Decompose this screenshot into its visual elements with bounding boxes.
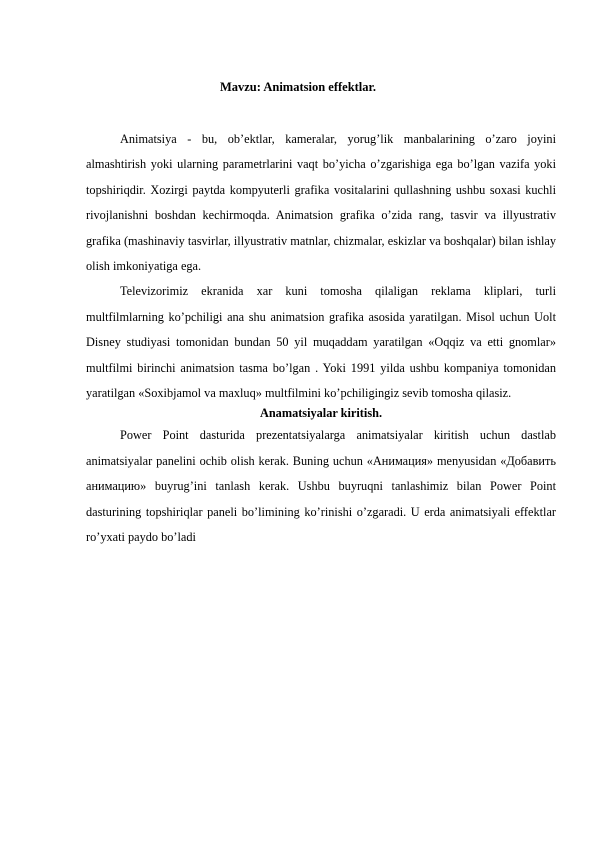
document-body — [86, 127, 556, 551]
section-heading: Anamatsiyalar kiritish. — [259, 406, 383, 421]
paragraph-animation-examples: Televizorimiz ekranida xar kuni tomosha qilaligan reklama kliplari, turli multfilmlarning ko’pchiligi ana shu animatsion grafika asosida yaratilgan. Misol uchun Uolt Disney studiyasi tomonidan bundan 50 yil muqaddam yaratilgan «Oqqiz va etti gnomlar» multfilmi birinchi animatsion tasma bo’lgan . Yoki 1991 yilda ushbu kompaniya tomonidan yaratilgan «Soxibjamol va maxluq» multfilmini ko’pchiligingiz sevib tomosha qilasiz. — [86, 284, 556, 401]
document-title: Mavzu: Animatsion effektlar. — [219, 80, 377, 94]
paragraph-animation-definition: Animatsiya - bu, ob’ektlar, kameralar, yorug’lik manbalarining o’zaro joyini almashtirish yoki ularning parametrlarini vaqt bo’yicha o’zgarishiga ega bo’lgan vazifa yoki topshiriqdir. Xozirgi paytda kompyuterli grafika vositalarini qullashning ushbu soxasi kuchli rivojlanishni boshdan kechirmoqda. Animatsion grafika o’zida rang, tasvir va illyustrativ grafika (mashinaviy tasvirlar, illyustrativ matnlar, chizmalar, eskizlar va boshqalar) bilan ishlay olish imkoniyatiga ega. — [86, 132, 556, 274]
paragraph-powerpoint-animation: Power Point dasturida prezentatsiyalarga animatsiyalar kiritish uchun dastlab animatsiyalar panelini ochib olish kerak. Buning uchun «Анимация» menyusidan «Добавить анимацию» buyrug’ini tanlash kerak. Ushbu buyruqni tanlashimiz bilan Power Point dasturining topshiriqlar paneli bo’limining ko’rinishi o’zgaradi. U erda animatsiyali effektlar ro’yxati paydo bo’ladi — [86, 428, 556, 545]
